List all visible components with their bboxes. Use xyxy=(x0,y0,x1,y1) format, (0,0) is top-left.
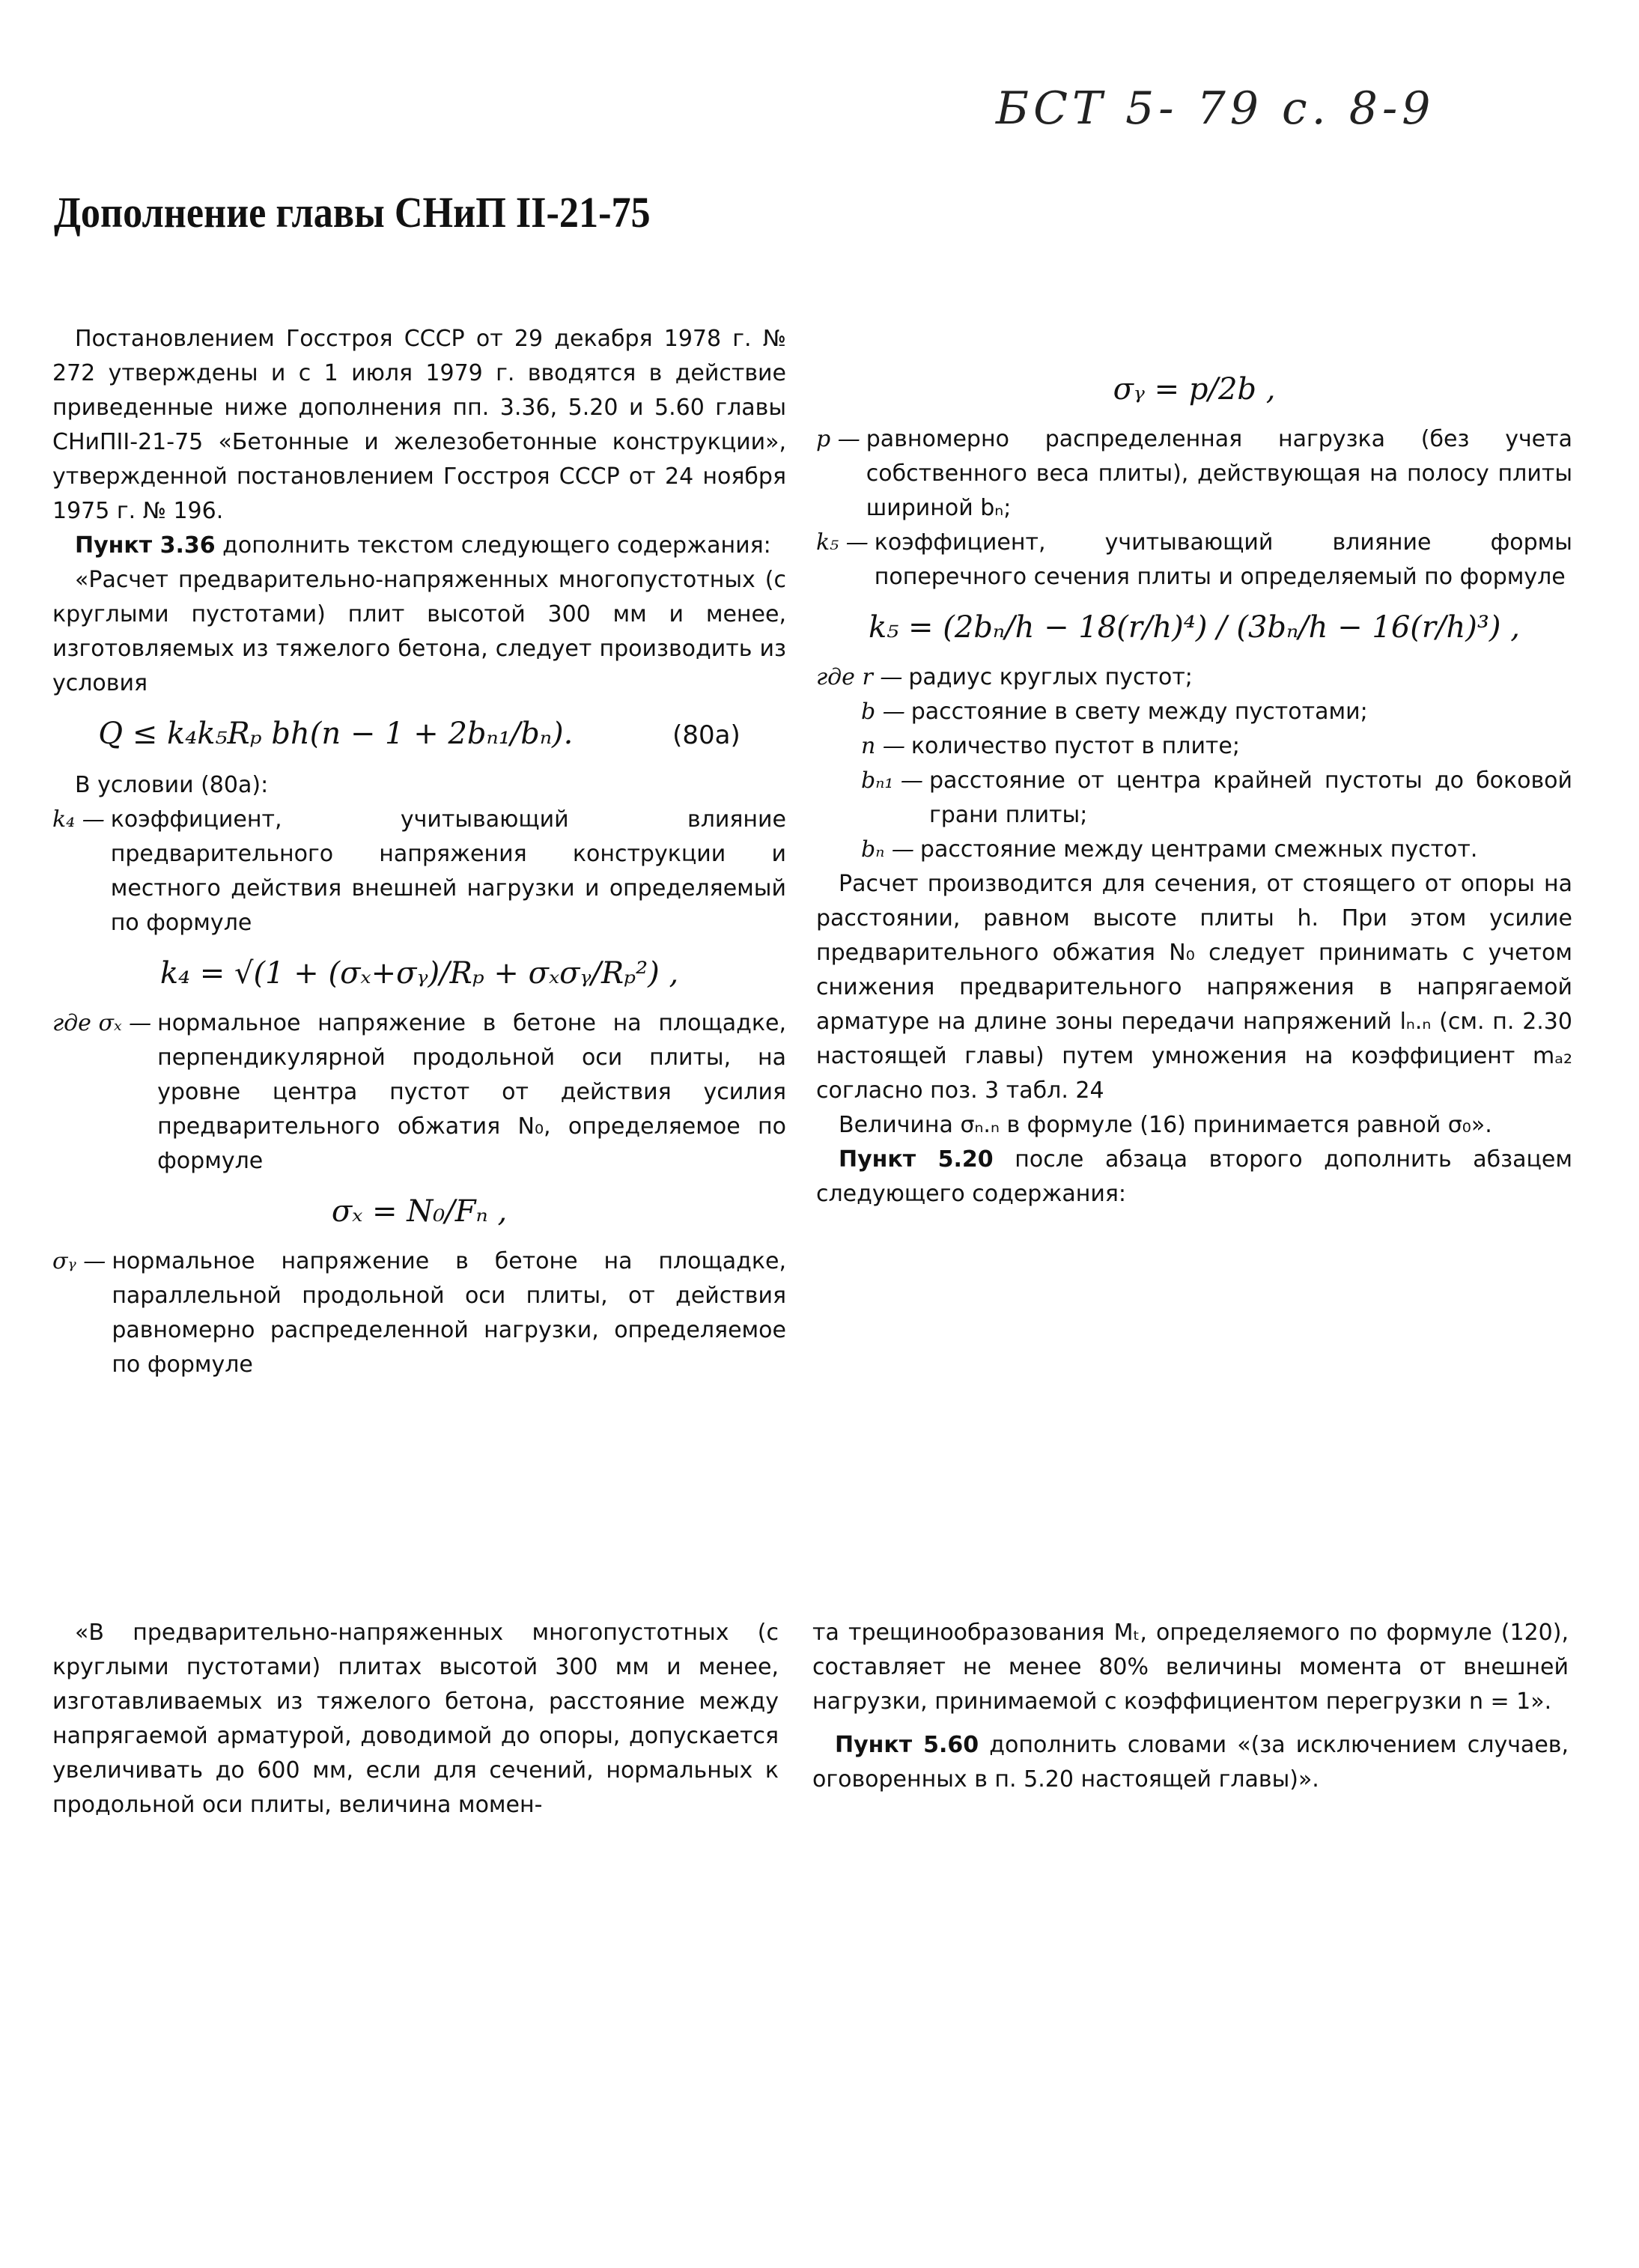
point-560-text: дополнить словами «(за исключением случаев, оговоренных в п. 5.20 настоящей главы)». xyxy=(812,1732,1569,1793)
point-336-paragraph xyxy=(52,529,786,563)
point-560-paragraph xyxy=(812,1728,1569,1797)
formula-k5: k₅ = (2bₙ/h − 18(r/h)⁴) / (3bₙ/h − 16(r/h)³) , xyxy=(869,610,1520,645)
definition-b xyxy=(816,695,1572,729)
sigma-x-definition: нормальное напряжение в бетоне на площадке, перпендикулярной продольной оси плиты, на уровне центра пустот от действия усилия предварительного обжатия N₀, определяемое по формуле xyxy=(157,1010,786,1174)
n-symbol: n — xyxy=(861,733,905,759)
point-520-body-part2: та трещинообразования Mₜ, определяемого по формуле (120), составляет не менее 80% величины момента от внешней нагрузки, принимаемой с коэффициентом перегрузки n = 1». xyxy=(812,1620,1569,1715)
formula-80a-number: (80а) xyxy=(672,720,741,750)
definition-sigma-x xyxy=(52,1006,786,1179)
point-520-heading: Пункт 5.20 xyxy=(839,1146,994,1173)
r-symbol: где r — xyxy=(816,664,903,690)
point-336-text: дополнить текстом следующего содержания: xyxy=(215,532,771,559)
bottom-left-column xyxy=(52,1616,779,1822)
formula-k4: k₄ = √(1 + (σₓ+σᵧ)/Rₚ + σₓσᵧ/Rₚ²) , xyxy=(159,956,679,991)
sigma-value-paragraph: Величина σₙ.ₙ в формуле (16) принимается равной σ₀». xyxy=(839,1112,1492,1138)
definition-n xyxy=(816,729,1572,764)
formula-sigma-y: σᵧ = p/2b , xyxy=(1113,372,1276,407)
point-560-heading: Пункт 5.60 xyxy=(835,1732,979,1758)
bn1-symbol: bₙ₁ — xyxy=(861,767,923,794)
right-column xyxy=(816,322,1572,1211)
condition-label: В условии (80а): xyxy=(75,772,269,798)
formula-80a-expression: Q ≤ k₄k₅Rₚ bh(n − 1 + 2bₙ₁/bₙ). xyxy=(98,717,574,751)
formula-80a xyxy=(52,711,786,758)
sigma-x-symbol: где σₓ — xyxy=(52,1010,152,1036)
calc-intro-paragraph: «Расчет предварительно-напряженных многопустотных (с круглыми пустотами) плит высотой 300 мм и менее, изготовляемых из тяжелого бетона, следует производить из условия xyxy=(52,567,786,696)
bn-symbol: bₙ — xyxy=(861,836,914,863)
definition-k5 xyxy=(816,526,1572,595)
k4-symbol: k₄ — xyxy=(52,806,105,833)
b-symbol: b — xyxy=(861,699,905,725)
definition-p xyxy=(816,422,1572,526)
calc-section-paragraph: Расчет производится для сечения, от стоящего от опоры на расстоянии, равном высоте плиты h. При этом усилие предварительного обжатия N₀ следует принимать с учетом снижения предварительного напряжения в напрягаемой арматуре на длине зоны передачи напряжений lₙ.ₙ (см. п. 2.30 настоящей главы) путем умножения на коэффициент mₐ₂ согласно поз. 3 табл. 24 xyxy=(816,871,1572,1104)
handwritten-reference: БСТ 5- 79 с. 8-9 xyxy=(996,82,1435,135)
point-336-heading: Пункт 3.36 xyxy=(75,532,216,559)
n-definition: количество пустот в плите; xyxy=(910,733,1240,759)
page-title: Дополнение главы СНиП II-21-75 xyxy=(54,188,651,237)
point-520-body-part1: «В предварительно-напряженных многопустотных (с круглыми пустотами) плитах высотой 300 мм и менее, изготавливаемых из тяжелого бетона, расстояние между напрягаемой арматурой, доводимой до опоры, допускается увеличивать до 600 мм, если для сечений, нормальных к продольной оси плиты, величина момен- xyxy=(52,1620,779,1818)
bn-definition: расстояние между центрами смежных пустот. xyxy=(919,836,1478,863)
bottom-right-column xyxy=(812,1616,1569,1797)
bn1-definition: расстояние от центра крайней пустоты до боковой грани плиты; xyxy=(928,767,1572,828)
definition-k4 xyxy=(52,803,786,940)
point-520-paragraph xyxy=(816,1143,1572,1211)
definition-sigma-y xyxy=(52,1244,786,1382)
sigma-y-symbol: σᵧ — xyxy=(52,1248,106,1274)
definition-r xyxy=(816,660,1572,695)
k5-definition: коэффициент, учитывающий влияние формы поперечного сечения плиты и определяемый по формуле xyxy=(874,529,1572,590)
b-definition: расстояние в свету между пустотами; xyxy=(910,699,1368,725)
left-column xyxy=(52,322,786,1382)
point-520-text: после абзаца второго дополнить абзацем следующего содержания: xyxy=(816,1146,1573,1207)
sigma-y-definition: нормальное напряжение в бетоне на площадке, параллельной продольной оси плиты, от действия равномерно распределенной нагрузки, определяемое по формуле xyxy=(112,1248,786,1378)
definition-bn1 xyxy=(816,764,1572,833)
intro-paragraph: Постановлением Госстроя СССР от 29 декабря 1978 г. № 272 утверждены и с 1 июля 1979 г. вводятся в действие приведенные ниже дополнения пп. 3.36, 5.20 и 5.60 главы СНиПII-21-75 «Бетонные и железобетонные конструкции», утвержденной постановлением Госстроя СССР от 24 ноября 1975 г. № 196. xyxy=(52,326,786,524)
definition-bn xyxy=(816,833,1572,867)
formula-sigma-x: σₓ = N₀/Fₙ , xyxy=(331,1194,508,1229)
p-symbol: p — xyxy=(816,426,860,452)
p-definition: равномерно распределенная нагрузка (без учета собственного веса плиты), действующая на полосу плиты шириной bₙ; xyxy=(866,426,1572,521)
r-definition: радиус круглых пустот; xyxy=(908,664,1193,690)
k5-symbol: k₅ — xyxy=(816,529,869,556)
k4-definition: коэффициент, учитывающий влияние предварительного напряжения конструкции и местного действия внешней нагрузки и определяемый по формуле xyxy=(110,806,786,936)
